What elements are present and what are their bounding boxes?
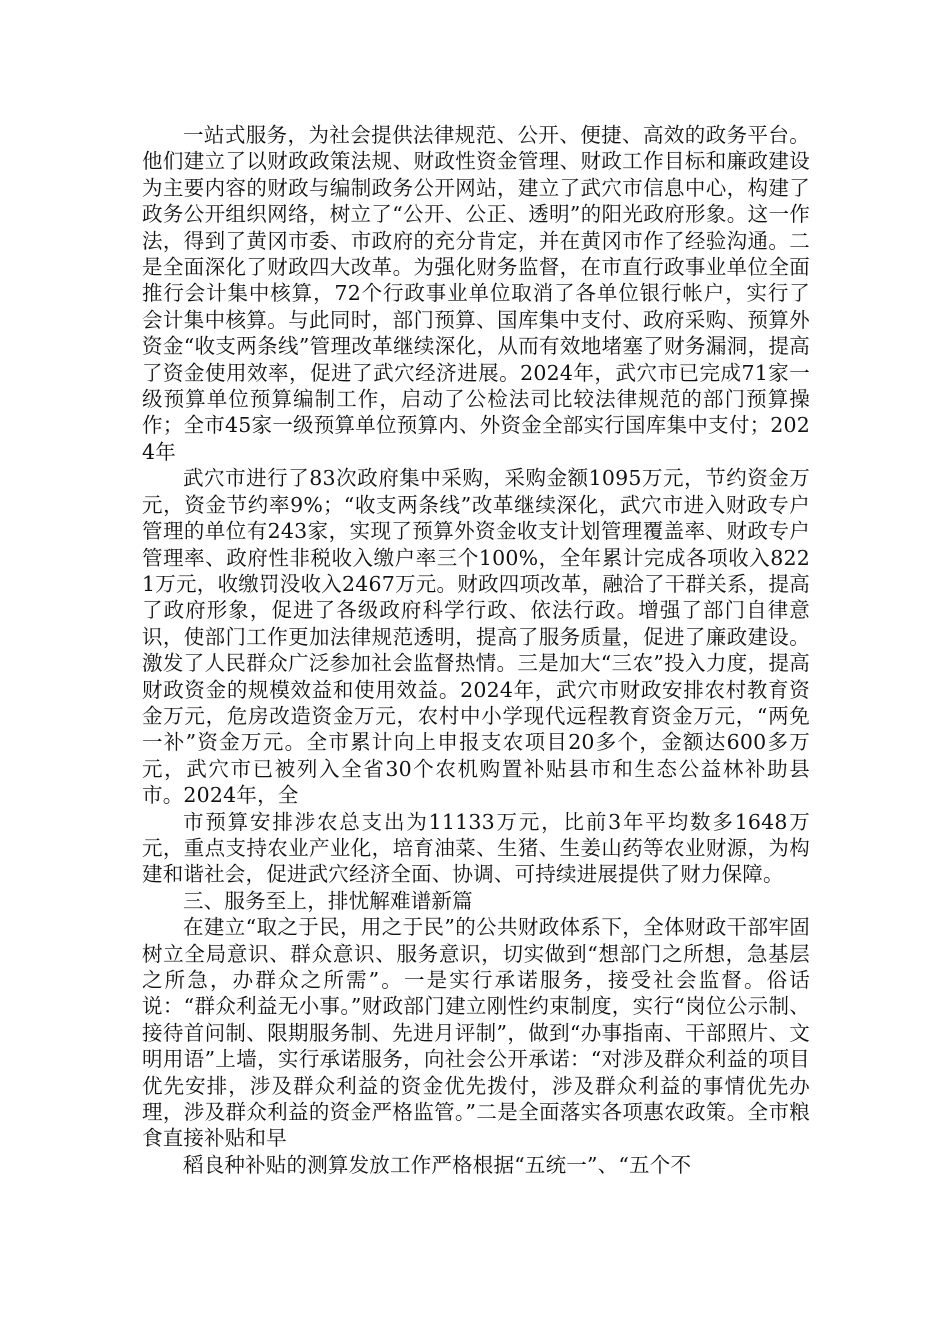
paragraph: 一站式服务，为社会提供法律规范、公开、便捷、高效的政务平台。他们建立了以财政政策法规、财政性资金管理、财政工作目标和廉政建设为主要内容的财政与编制政务公开网站，建立了武穴市信息中心，构建了政务公开组织网络，树立了“公开、公正、透明”的阳光政府形象。这一作法，得到了黄冈市委、市政府的充分肯定，并在黄冈市作了经验沟通。二是全面深化了财政四大改革。为强化财务监督，在市直行政事业单位全面推行会计集中核算，72个行政事业单位取消了各单位银行帐户，实行了会计集中核算。与此同时，部门预算、国库集中支付、政府采购、预算外资金“收支两条线”管理改革继续深化，从而有效地堵塞了财务漏洞，提高了资金使用效率，促进了武穴经济进展。2024年，武穴市已完成71家一级预算单位预算编制工作，启动了公检法司比较法律规范的部门预算操作；全市45家一级预算单位预算内、外资金全部实行国库集中支付；2024年 — [142, 123, 810, 464]
paragraph: 武穴市进行了83次政府集中采购，采购金额1095万元，节约资金万元，资金节约率9%；“收支两条线”改革继续深化，武穴市进入财政专户管理的单位有243家，实现了预算外资金收支计划管理覆盖率、财政专户管理率、政府性非税收入缴户率三个100%，全年累计完成各项收入8221万元，收缴罚没收入2467万元。财政四项改革，融洽了干群关系，提高了政府形象，促进了各级政府科学行政、依法行政。增强了部门自律意识，使部门工作更加法律规范透明，提高了服务质量，促进了廉政建设。激发了人民群众广泛参加社会监督热情。三是加大“三农”投入力度，提高财政资金的规模效益和使用效益。2024年，武穴市财政安排农村教育资金万元，危房改造资金万元，农村中小学现代远程教育资金万元，“两免一补”资金万元。全市累计向上申报支农项目20多个，金额达600多万元，武穴市已被列入全省30个农机购置补贴县市和生态公益林补助县市。2024年，全 — [142, 466, 810, 808]
paragraph: 稻良种补贴的测算发放工作严格根据“五统一”、“五个不 — [183, 1152, 692, 1177]
document-body — [142, 122, 810, 1178]
paragraph: 在建立“取之于民，用之于民”的公共财政体系下，全体财政干部牢固树立全局意识、群众意识、服务意识，切实做到“想部门之所想，急基层之所急，办群众之所需”。一是实行承诺服务，接受社会监督。俗话说：“群众利益无小事。”财政部门建立刚性约束制度，实行“岗位公示制、接待首问制、限期服务制、先进月评制”，做到“办事指南、干部照片、文明用语”上墙，实行承诺服务，向社会公开承诺：“对涉及群众利益的项目优先安排，涉及群众利益的资金优先拨付，涉及群众利益的事情优先办理，涉及群众利益的资金严格监管。”二是全面落实各项惠农政策。全市粮食直接补贴和早 — [142, 915, 810, 1151]
section-heading: 三、服务至上，排忧解难谱新篇 — [183, 888, 473, 913]
paragraph: 市预算安排涉农总支出为11133万元，比前3年平均数多1648万元，重点支持农业产业化，培育油菜、生猪、生姜山药等农业财源，为构建和谐社会，促进武穴经济全面、协调、可持续进展提供了财力保障。 — [142, 809, 810, 887]
